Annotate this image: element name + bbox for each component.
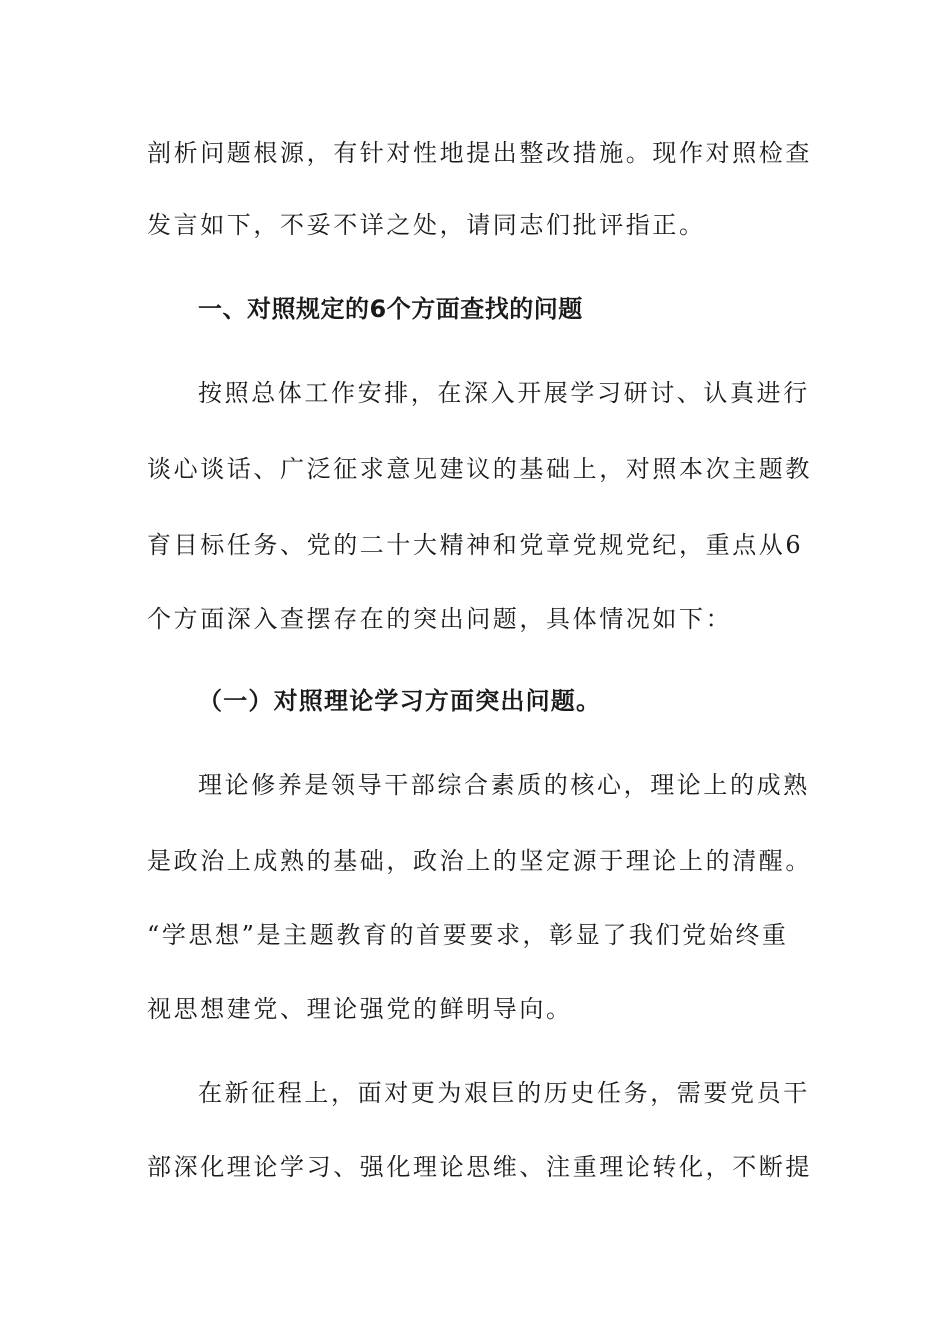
text-line: 按照总体工作安排，在深入开展学习研讨、认真进行 bbox=[198, 379, 810, 407]
text-line: 是政治上成熟的基础，政治上的坚定源于理论上的清醒。 bbox=[147, 847, 812, 875]
text-line: 发言如下，不妥不详之处，请同志们批评指正。 bbox=[147, 211, 706, 239]
subsection-heading: （一）对照理论学习方面突出问题。 bbox=[198, 687, 602, 715]
text-line: 剖析问题根源，有针对性地提出整改措施。现作对照检查 bbox=[147, 139, 812, 167]
text-line: 在新征程上，面对更为艰巨的历史任务，需要党员干 bbox=[198, 1079, 810, 1107]
section-heading: 一、对照规定的6个方面查找的问题 bbox=[198, 295, 583, 323]
text-line: 个方面深入查摆存在的突出问题，具体情况如下： bbox=[147, 605, 733, 633]
text-line: 视思想建党、理论强党的鲜明导向。 bbox=[147, 995, 573, 1023]
text-line: 理论修养是领导干部综合素质的核心，理论上的成熟 bbox=[198, 771, 810, 799]
text-line: 育目标任务、党的二十大精神和党章党规党纪，重点从6 bbox=[147, 531, 804, 559]
text-line: “学思想”是主题教育的首要要求，彰显了我们党始终重 bbox=[147, 921, 789, 949]
text-line: 部深化理论学习、强化理论思维、注重理论转化，不断提 bbox=[147, 1153, 812, 1181]
text-line: 谈心谈话、广泛征求意见建议的基础上，对照本次主题教 bbox=[147, 455, 812, 483]
